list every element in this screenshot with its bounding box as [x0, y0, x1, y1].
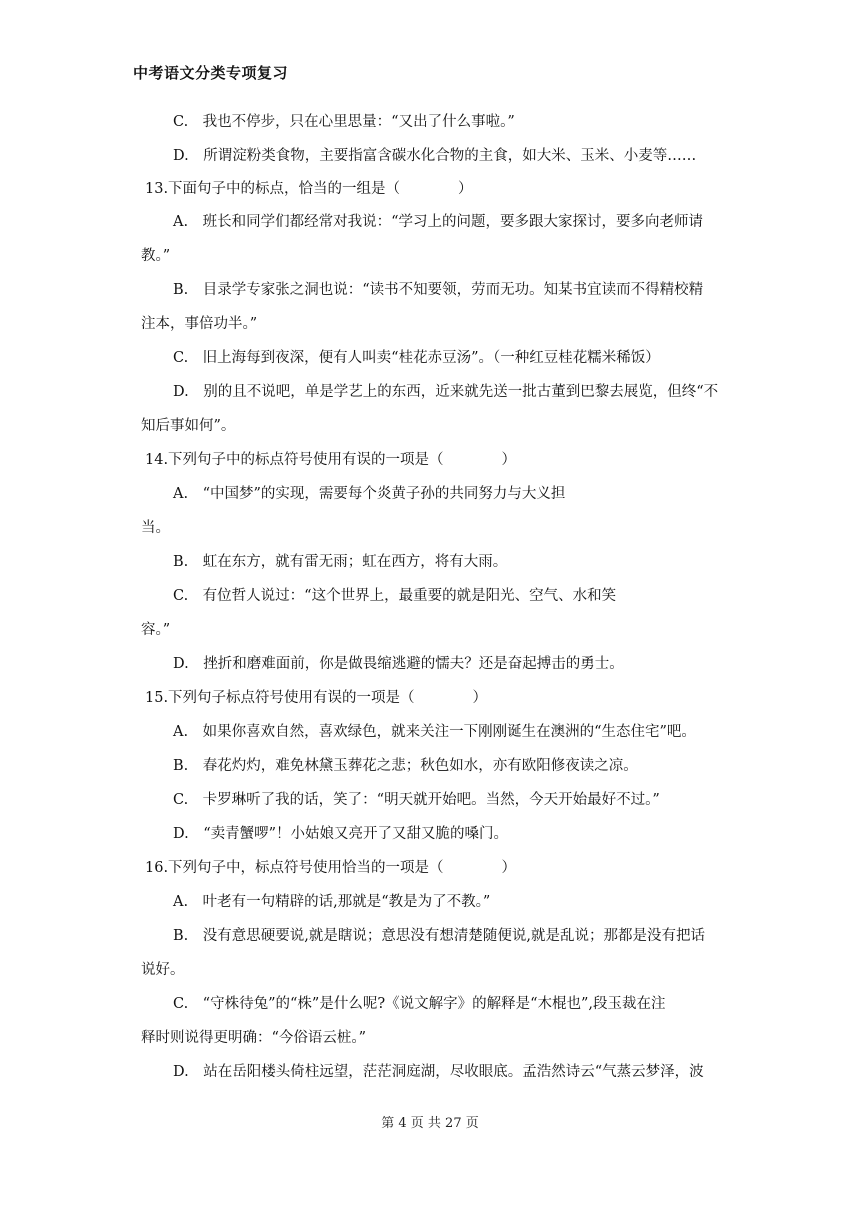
text-line: A. 如果你喜欢自然，喜欢绿色，就来关注一下刚刚诞生在澳洲的“生态住宅”吧。	[173, 724, 696, 740]
text-line: 知后事如何”。	[141, 418, 236, 434]
text-line: C. 卡罗琳听了我的话，笑了：“明天就开始吧。当然，今天开始最好不过。”	[173, 792, 660, 808]
text-line: D. 挫折和磨难面前，你是做畏缩逃避的懦夫？还是奋起搏击的勇士。	[173, 656, 624, 672]
text-line: 注本，事倍功半。”	[141, 316, 258, 332]
text-line: C. 我也不停步，只在心里思量：“又出了什么事啦。”	[173, 114, 515, 130]
text-line: C. 有位哲人说过：“这个世界上，最重要的就是阳光、空气、水和笑	[173, 588, 617, 604]
text-line: 释时则说得更明确：“今俗语云桩。”	[141, 1030, 367, 1046]
text-line: B. 春花灼灼，难免林黛玉葬花之悲；秋色如水，亦有欧阳修夜读之凉。	[173, 758, 638, 774]
text-line: C. 旧上海每到夜深，便有人叫卖“桂花赤豆汤”。（一种红豆桂花糯米稀饭）	[173, 350, 660, 366]
text-line: C. “守株待兔”的“株”是什么呢?《说文解字》的解释是“木棍也”,段玉裁在注	[173, 996, 666, 1012]
text-line: D. 别的且不说吧，单是学艺上的东西，近来就先送一批古董到巴黎去展览，但终“不	[173, 384, 719, 400]
question-stem: 13.下面句子中的标点，恰当的一组是（ ）	[145, 181, 473, 197]
text-line: A. 班长和同学们都经常对我说：“学习上的问题，要多跟大家探讨，要多向老师请	[173, 214, 703, 230]
text-line: 教。”	[141, 248, 171, 264]
text-line: D. 站在岳阳楼头倚柱远望，茫茫洞庭湖，尽收眼底。孟浩然诗云“气蒸云梦泽，波	[173, 1064, 704, 1080]
text-line: 容。”	[141, 622, 171, 638]
page-header-title: 中考语文分类专项复习	[133, 64, 289, 82]
text-line: A. “中国梦”的实现，需要每个炎黄子孙的共同努力与大义担	[173, 486, 566, 502]
text-line: A. 叶老有一句精辟的话,那就是“教是为了不教。”	[173, 894, 491, 910]
question-stem: 14.下列句子中的标点符号使用有误的一项是（ ）	[145, 452, 517, 468]
text-line: B. 没有意思硬要说,就是瞎说；意思没有想清楚随便说,就是乱说；那都是没有把话	[173, 928, 705, 944]
question-stem: 16.下列句子中，标点符号使用恰当的一项是（ ）	[145, 860, 517, 876]
text-line: B. 目录学专家张之洞也说：“读书不知要领，劳而无功。知某书宜读而不得精校精	[173, 282, 704, 298]
text-line: B. 虹在东方，就有雷无雨；虹在西方，将有大雨。	[173, 554, 508, 570]
question-stem: 15.下列句子标点符号使用有误的一项是（ ）	[145, 690, 488, 706]
text-line: D. 所谓淀粉类食物，主要指富含碳水化合物的主食，如大米、玉米、小麦等……	[173, 148, 697, 164]
text-line: 当。	[141, 520, 170, 536]
page-footer: 第 4 页 共 27 页	[381, 1116, 479, 1131]
text-line: 说好。	[141, 962, 185, 978]
text-line: D. “卖青蟹啰”！小姑娘又亮开了又甜又脆的嗓门。	[173, 826, 509, 842]
